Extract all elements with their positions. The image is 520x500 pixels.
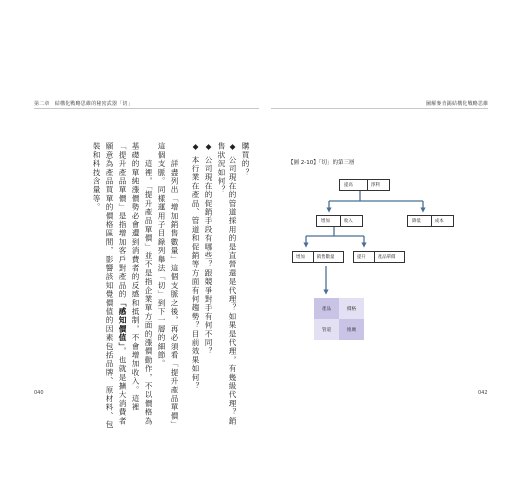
node-divider [313, 252, 314, 262]
text-column: 基礎的單純漲價勢必會遭到消費者的反感和抵制，不會增加收入。這裡 [131, 142, 140, 412]
text-column: ◆ 公司現在的促銷手段有哪些？跟競爭對手有何不同？ [204, 142, 213, 356]
node-increase-revenue [316, 215, 363, 227]
text-column: 購買的？ [241, 142, 250, 177]
text-column: ◆ 公司現在的管道採用的是直營還是代理？如果是代理，有幾級代理？銷 [228, 142, 237, 426]
node-verb: 增加 [296, 255, 305, 260]
node-divider [431, 216, 432, 226]
text-column: 這裡，「提升產品單價」並不是指企業單方面的漲價動作，不以價格為 [144, 142, 153, 426]
text-run: 「提升產品單價」是指增加客戶對產品的「感知價值」，也就是擴大消費者 [118, 142, 127, 426]
node-object: 淨利 [370, 183, 380, 188]
grid-cell-channel: 管道 [314, 319, 339, 340]
text-column: 裝和科技含量等。 [92, 142, 101, 212]
node-verb: 提升 [357, 255, 366, 260]
node-divider [367, 180, 368, 190]
text-column: 願意為產品買單的價格區間，影響該知覺價值的因素包括品牌、原材料、包 [105, 142, 114, 430]
left-page-number: 040 [34, 390, 44, 396]
grid-cell-price: 價格 [339, 298, 364, 319]
bold-phrase: 「感知價值」 [118, 298, 127, 348]
text-column: ◆ 本行業在產品、管道和促銷等方面有何趨勢？目前效果如何？ [191, 142, 200, 391]
right-page-header: 圖解麥肯錫結構化戰略思維 [426, 101, 489, 107]
right-page-number: 042 [478, 390, 488, 396]
left-page-header: 第二章 結構化戰略思維的秘密武器「切」 [34, 101, 133, 107]
node-improve-profit [339, 179, 390, 191]
node-increase-volume [292, 251, 344, 263]
figure-title: 【圖 2-10】「切」的第三層 [288, 160, 355, 166]
text-column: 詳盡列出「增加銷售數量」這個支脈之後，再必須看「提升產品單價」 [170, 142, 179, 430]
text-column: 售狀況如何？ [217, 142, 226, 195]
grid-cell-product: 產品 [314, 298, 339, 319]
node-raise-unit-price [353, 251, 405, 263]
node-object: 產品單價 [377, 255, 396, 260]
connector-arrows [26, 92, 496, 410]
node-divider [340, 216, 341, 226]
text-column: 這個支脈。同樣運用子目錄列舉法「切」到下一層的細節。 [157, 142, 166, 369]
node-verb: 增加 [321, 219, 330, 224]
node-verb: 提高 [344, 183, 353, 188]
grid-cell-promotion: 推廣 [339, 319, 364, 340]
node-verb: 降低 [412, 219, 421, 224]
book-spread [26, 92, 496, 430]
node-reduce-cost [407, 215, 454, 227]
node-object: 成本 [434, 219, 444, 224]
node-object: 銷售數量 [316, 255, 335, 260]
node-object: 收入 [343, 219, 353, 224]
node-divider [374, 252, 375, 262]
